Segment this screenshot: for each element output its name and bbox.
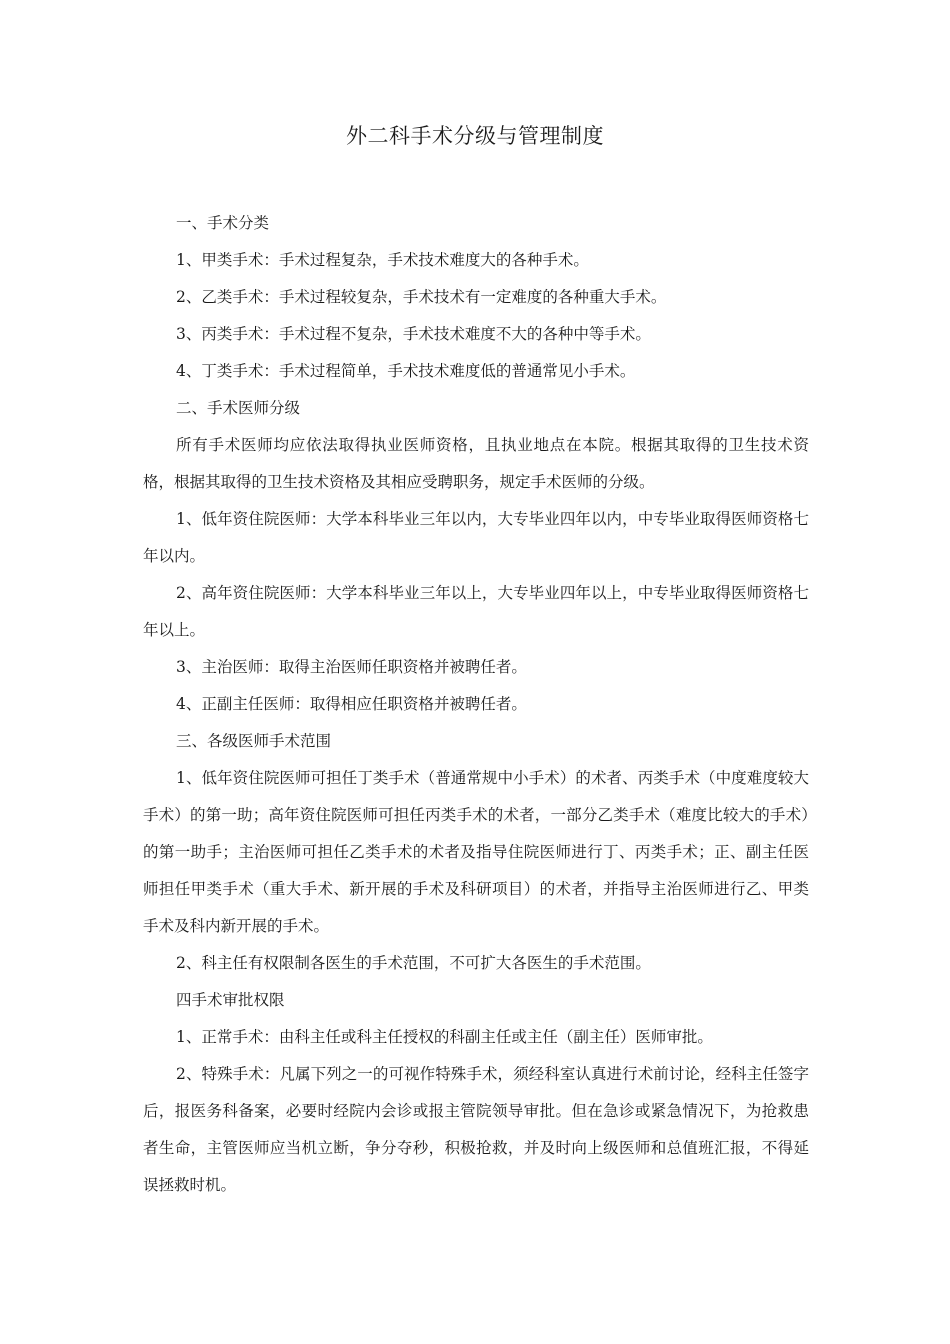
document-body bbox=[143, 205, 809, 1204]
paragraph-normal-surgery: 1、正常手术：由科主任或科主任授权的科副主任或主任（副主任）医师审批。 bbox=[176, 1028, 713, 1046]
paragraph-class-d: 4、丁类手术：手术过程简单，手术技术难度低的普通常见小手术。 bbox=[176, 362, 636, 380]
heading-approval-authority: 四手术审批权限 bbox=[176, 991, 285, 1009]
heading-surgical-scope: 三、各级医师手术范围 bbox=[176, 732, 332, 750]
paragraph-director-authority: 2、科主任有权限制各医生的手术范围，不可扩大各医生的手术范围。 bbox=[176, 954, 651, 972]
paragraph-senior-resident: 2、高年资住院医师：大学本科毕业三年以上，大专毕业四年以上，中专毕业取得医师资格七年以上。 bbox=[143, 584, 809, 639]
paragraph-special-surgery: 2、特殊手术：凡属下列之一的可视作特殊手术，须经科室认真进行术前讨论，经科主任签字后，报医务科备案，必要时经院内会诊或报主管院领导审批。但在急诊或紧急情况下，为抢救患者生命，主管医师应当机立断，争分夺秒，积极抢救，并及时向上级医师和总值班汇报，不得延误拯救时机。 bbox=[143, 1065, 809, 1194]
paragraph-chief-physician: 4、正副主任医师：取得相应任职资格并被聘任者。 bbox=[176, 695, 527, 713]
paragraph-class-c: 3、丙类手术：手术过程不复杂，手术技术难度不大的各种中等手术。 bbox=[176, 325, 651, 343]
heading-surgery-classification: 一、手术分类 bbox=[176, 214, 270, 232]
paragraph-surgeon-qualification: 所有手术医师均应依法取得执业医师资格，且执业地点在本院。根据其取得的卫生技术资格，根据其取得的卫生技术资格及其相应受聘职务，规定手术医师的分级。 bbox=[143, 436, 809, 491]
heading-surgeon-grading: 二、手术医师分级 bbox=[176, 399, 301, 417]
paragraph-scope-details: 1、低年资住院医师可担任丁类手术（普通常规中小手术）的术者、丙类手术（中度难度较大手术）的第一助；高年资住院医师可担任丙类手术的术者，一部分乙类手术（难度比较大的手术）的第一助手；主治医师可担任乙类手术的术者及指导住院医师进行丁、丙类手术；正、副主任医师担任甲类手术（重大手术、新开展的手术及科研项目）的术者，并指导主治医师进行乙、甲类手术及科内新开展的手术。 bbox=[143, 769, 809, 935]
paragraph-class-b: 2、乙类手术：手术过程较复杂，手术技术有一定难度的各种重大手术。 bbox=[176, 288, 667, 306]
paragraph-junior-resident: 1、低年资住院医师：大学本科毕业三年以内，大专毕业四年以内，中专毕业取得医师资格七年以内。 bbox=[143, 510, 809, 565]
paragraph-attending-physician: 3、主治医师：取得主治医师任职资格并被聘任者。 bbox=[176, 658, 527, 676]
paragraph-class-a: 1、甲类手术：手术过程复杂，手术技术难度大的各种手术。 bbox=[176, 251, 589, 269]
document-title: 外二科手术分级与管理制度 bbox=[346, 124, 604, 148]
